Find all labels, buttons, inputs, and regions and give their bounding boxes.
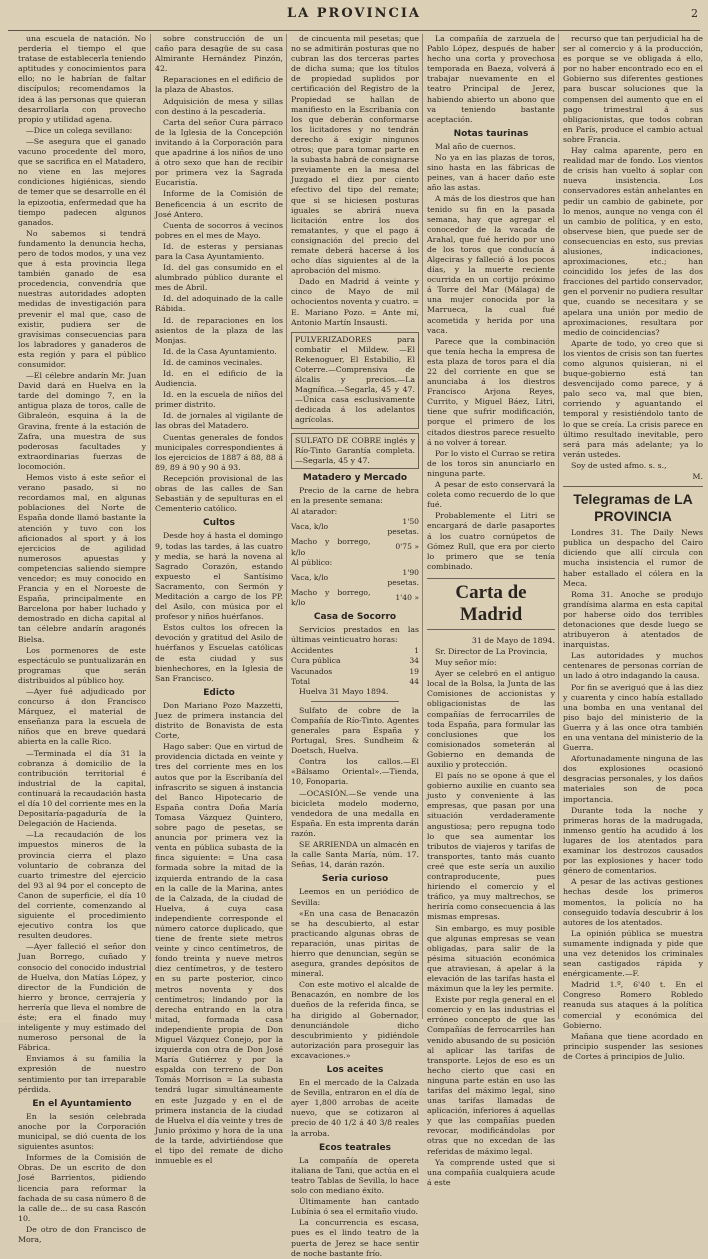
table-cell: Macho y borrego, k/lo: [291, 537, 371, 557]
socorro-intro: Servicios prestados en las últimas veinticuatro horas:: [291, 625, 419, 645]
article-paragraph: Adquisición de mesa y sillas con destino á la pescadería.: [155, 96, 283, 116]
article-paragraph: Con este motivo el alcalde de Benacazón, en nombre de los dueños de la referida finca, se ha dirigido al Gobernador, denunciándole dicho descubrimiento y pidiéndole autorización para proseguir las excavaciones.»: [291, 980, 419, 1060]
article-paragraph: Recepción provisional de las obras de las calles de San Sebastián y de sepulturas en el Cementerio católico.: [155, 473, 283, 514]
table-row: [291, 517, 419, 537]
telegram-paragraph: Mañana que tiene acordado en principio suspender las sesiones de Cortes á principios de Julio.: [563, 1031, 703, 1061]
table-cell: Vaca, k/lo: [291, 522, 329, 532]
article-paragraph: Id. del gas consumido en el alumbrado público durante el mes de Abril.: [155, 263, 283, 293]
article-paragraph: Hemos visto á este señor el verano pasado, si no recordamos mal, en algunas poblaciones del Norte de España donde llamó bastante la atención y tuvo con los aficionados al sport y á los ejercicios de agilidad numerosos apuestas y competencias saliendo siempre vencedor; es muy conocido en Francia y en el Noroeste de España, principalmente en Barcelona por haber luchado y demostrado en dicha capital al tan célebre andarín aragonés Bielsa.: [18, 473, 146, 644]
advertisement-callos: Contra los callos.—El «Bálsamo Oriental».—Tienda, 10, Fonoparia.: [291, 757, 419, 787]
section-heading-matadero: Matadero y Mercado: [302, 472, 408, 483]
table-cell: [370, 558, 419, 568]
column-1: [18, 34, 146, 1244]
table-cell: Al atarador:: [291, 507, 338, 517]
page-number: 2: [691, 7, 698, 20]
advertisement-sulfato: SULFATO DE COBRE inglés y Río-Tinto Garantía completa.—Segarla, 45 y 47.: [291, 433, 419, 469]
article-paragraph: Existe por regla general en el comercio y en las industrias el erróneo concepto de que las Compañías de ferrocarriles han venido abusando de su posición al aplicar las tarifas de transporte. Lejos de eso es un hecho cierto que casi en ninguna parte están en uso las tarifas del máximo legal, sino unas tarifas llamadas de aplicación, inferiores á aquellas y que las compañías pueden revocar, modificándolas por otras que no excedan de las referidas de máximo legal.: [427, 995, 555, 1156]
article-paragraph: Aparte de todo, yo creo que si los vientos de crisis son tan fuertes como algunos quisieran, ni el buque-gobierno está tan desvencijado como parece, y á palo seco va, mal que bien, corriendo y aguantando el temporal y resistiéndolo tanto de lo que se creía. La crisis parece en último resultado inevitable, pero será para más adelante; ya lo verán ustedes.: [563, 338, 703, 459]
telegram-paragraph: Londres 31. The Daily News publica un despacho del Cairo diciendo que allí circula con mucha insistencia el rumor de haber estallado el cólera en la Meca.: [563, 528, 703, 588]
article-paragraph: Informe de la Comisión de Beneficencia á un escrito de José Antero.: [155, 189, 283, 219]
article-paragraph: Desde hoy á hasta el domingo 9, todas las tardes, á las cuatro y media, se hará la novena al Sagrado Corazón, estando expuesto el Santísimo Sacramento, con Sermón y Meditación a cargo de los PP. del Asilo, con música por el profesor y niños huérfanos.: [155, 531, 283, 622]
article-paragraph: Id. de caminos vecinales.: [163, 357, 263, 367]
table-row: [291, 537, 419, 557]
article-paragraph: de cincuenta mil pesetas; que no se admitirán posturas que no cubran las dos terceras partes de dicha suma; que los títulos de propiedad suplidos por certificación del Registro de la Propiedad se hallan de manifiesto en la Escribanía con los que deberán conformarse los licitadores y no tendrán derecho á exigir ningunos otros; que para tomar parte en la subasta habrá de consignarse previamente en la mesa del Juzgado el diez por ciento efectivo del tipo del remate; que si se hiciesen posturas iguales se abrirá nueva licitación entre los dos rematantes, y que el pago á consignación del precio del remate deberá hacerse á los ocho días siguientes al de la aprobación del mismo.: [291, 34, 419, 276]
article-paragraph: —Ayer falleció el señor don Juan Borrego, cuñado y consocio del conocido industrial de Huelva, don Matías López, y director de la Fundición de hierro y bronce, cerrajería y herrería que lleva el nombre de éste; era el finado muy inteligente y muy estimado del numeroso personal de la Fábrica.: [18, 942, 146, 1053]
article-paragraph: Cuenta de socorros á vecinos pobres en el mes de Mayo.: [155, 220, 283, 240]
section-heading-seria-curioso: Seria curioso: [321, 874, 389, 885]
table-cell: [370, 507, 419, 517]
table-cell: 44: [409, 676, 419, 686]
telegram-paragraph: La opinión pública se muestra sumamente indignada y pide que una vez detenidos los criminales sean castigados rápida y enérgicamente.—F.: [563, 928, 703, 979]
market-intro: Precio de la carne de hebra en la presente semana:: [291, 485, 419, 506]
article-paragraph: Ya comprende usted que si una compañía cualquiera acude á este: [427, 1157, 555, 1187]
section-heading-ecos-teatrales: Ecos teatrales: [319, 1142, 391, 1153]
article-paragraph: Don Mariano Pozo Mazzetti, Juez de primera instancia del distrito de Bonavista de esta Corte,: [155, 700, 283, 741]
telegram-paragraph: Por fin se averiguó que á las diez y cuarenta y cinco había estallado una bomba en una ventanal del piso bajo del ministerio de la Guerra y á las once otra también en una ventana del ministerio de la Guerra.: [563, 682, 703, 753]
telegram-paragraph: Durante toda la noche y primeras horas de la madrugada, inmenso gentío ha acudido á los lugares de los atentados para examinar los destrozos causados por las explosiones y hacer todo género de comentarios.: [563, 805, 703, 876]
article-paragraph: Cuentas generales de fondos municipales correspondientes á los ejercicios de 1887 á 88, 88 á 89, 89 á 90 y 90 á 93.: [155, 432, 283, 472]
socorro-date: Huelva 31 Mayo 1894.: [299, 686, 389, 696]
table-cell: 34: [409, 656, 419, 666]
section-heading-aceites: Los aceites: [326, 1065, 384, 1075]
advertisement-bicicleta: —OCASIÓN.—Se vende una bicicleta modelo moderno, vendedora de una medalla en España. En esta imprenta darán razón.: [291, 788, 419, 838]
table-row: [291, 588, 419, 608]
section-heading-notas-taurinas: Notas taurinas: [453, 128, 529, 139]
meat-price-table: [291, 507, 419, 608]
section-heading-ayuntamiento: En el Ayuntamiento: [32, 1098, 132, 1109]
column-4: [422, 34, 555, 1187]
masthead-title: LA PROVINCIA: [287, 6, 421, 21]
article-paragraph: Los pormenores de este espectáculo se puntualizarán en programas que serán distribuidos al público hoy.: [18, 645, 146, 685]
table-cell: 1'50 pesetas.: [387, 517, 419, 537]
article-paragraph: Probablemente el Litri se encargará de darle pasaportes á los cuatro cornúpetos de Gómez Rull, que era por cierto lo primero que se tenía combinado.: [427, 511, 555, 571]
article-paragraph: recurso que tan perjudicial ha de ser al comercio y á la producción, es porque se ve obligada á ello, por no haber encontrado eco en el Gobierno sus diferentes gestiones para buscar soluciones que la compensen del aumento que en el pago trimestral á sus obligacionistas, que todos cobran en París, produce el cambio actual sobre Francia.: [563, 34, 703, 144]
article-paragraph: Parece que la combinación que tenía hecha la empresa de esta plaza de toros para el día 22 del corriente en que se anunciaba á los diestros Francisco Arjona Reyes, Currito, y Miguel Báez, Litri, tiene que sufrir modificación, porque el primero de los citados diestros parece resuelto á no volver á torear.: [427, 336, 555, 447]
table-cell: 1'90 pesetas.: [387, 567, 419, 587]
article-paragraph: —El célebre andarín Mr. Juan David dará en Huelva en la tarde del domingo 7, en la antigua plaza de toros, calle de Gibraleón, esquina á la de Gravina, frente á la estación de Zafra, una muestra de sus poderosas facultades y extraordinarias fuerzas de locomoción.: [18, 371, 146, 471]
article-paragraph: Informes de la Comisión de Obras. De un escrito de don José Barrientos, pidiendo licencia para reformar la fachada de su casa número 8 de la calle de... de su casa Rascón 10.: [18, 1153, 146, 1223]
article-paragraph: Id. de reparaciones en los asientos de la plaza de las Monjas.: [155, 315, 283, 345]
telegram-paragraph: Afortunadamente ninguna de las dos explosiones ocasionó desgracias personales, y los daños materiales son de poca importancia.: [563, 754, 703, 804]
article-paragraph: Enviamos á su familia la expresión de nuestro sentimiento por tan irreparable pérdida.: [18, 1054, 146, 1094]
article-paragraph: A más de los diestros que han tenido su fin en la pasada semana, hay que agregar el conocedor de la vacada de Arahal, que fué herido por uno de los toros que conducía á Algeciras y falleció á los pocos días, y la muerte reciente ocurrida en un cortijo próximo á Torre del Mar (Málaga) de una mujer conocida por la Marrueca, la cual fué acometida y herida por una vaca.: [427, 194, 555, 335]
article-paragraph: Leemos en un periódico de Sevilla:: [291, 887, 419, 907]
table-cell: 1'40 »: [395, 592, 419, 602]
table-cell: Total: [291, 676, 311, 686]
table-cell: 1: [414, 646, 419, 656]
table-cell: Macho y borrego, k/lo: [291, 587, 371, 607]
table-row: [291, 656, 419, 666]
column-2: [150, 34, 283, 1166]
article-paragraph: En la sesión celebrada anoche por la Corporación municipal, se dió cuenta de los siguientes asuntos:: [18, 1111, 146, 1152]
letter-date: 31 de Mayo de 1894.: [471, 635, 555, 645]
section-heading-cultos: Cultos: [203, 518, 235, 529]
table-row: [291, 677, 419, 687]
article-paragraph: sobre construcción de un caño para desagüe de su casa Almirante Hernández Pinzón, 42.: [155, 34, 283, 74]
article-paragraph: Estos cultos los ofrecen la devoción y gratitud del Asilo de huérfanos y Escuelas católicas de esta ciudad y sus bienhechores, en la Iglesia de San Francisco.: [155, 623, 283, 683]
columns: [18, 34, 703, 1258]
telegram-paragraph: Roma 31. Anoche se produjo grandísima alarma en esta capital por haberse oído dos terribles detonaciones que desde luego se atribuyeron á atentados de inarquistas.: [563, 589, 703, 650]
table-row: [291, 646, 419, 656]
article-paragraph: Dado en Madrid á veinte y cinco de Mayo de mil ochocientos noventa y cuatro. = E. Mariano Pozo. = Ante mí, Antonio Martín Insausti.: [291, 277, 419, 327]
article-paragraph: La compañía de zarzuela de Pablo López, después de haber hecho una corta y provechosa temporada en Baeza, volverá á trabajar nuevamente en el teatro Principal de Jerez, habiendo abierto un abono que va teniendo bastante aceptación.: [427, 34, 555, 124]
masthead: [8, 0, 700, 31]
article-paragraph: De otro de don Francisco de Mora,: [18, 1224, 146, 1244]
article-paragraph: La concurrencia es escasa, pues es el lindo teatro de la puerta de Jerez se hace sentir de noche bastante frío.: [291, 1218, 419, 1258]
article-paragraph: Hay calma aparente, pero en realidad mar de fondo. Los vientos de crisis han vuelto á soplar con nueva insistencia. Los conservadores están anhelantes en pedir un cambio de gabinete, por lo menos, aunque no venga con él un cambio de política, y en esto, observese bien, que puede ser de consecuencias en esto, sus previas alusiones, indicaciones, aproximaciones, etc.; han coincidido los jefes de las dos fracciones del partido conservador, gen el porvenir no pudiera resultar que, cuando se necesitara y se apelara una unión por medio de aproximaciones, resultara por medio de coincidencias?: [563, 146, 703, 337]
section-heading-carta-madrid: Carta de Madrid: [427, 578, 555, 630]
letter-signature: M.: [692, 472, 703, 482]
section-heading-edicto: Edicto: [203, 687, 235, 698]
article-paragraph: A pesar de esto conservará la coleta como recuerdo de lo que fué.: [427, 480, 555, 510]
article-paragraph: Id. en la escuela de niños del primer distrito.: [155, 390, 283, 410]
column-3: [286, 34, 419, 1258]
article-paragraph: Mal año de cuernos.: [435, 141, 516, 151]
article-paragraph: Sin embargo, es muy posible que algunas empresas se vean obligadas, para salir de la pésima situación económica que atraviesan, á apelar á la elevación de las tarifas hasta el máximun que la ley les permite.: [427, 923, 555, 994]
article-paragraph: —Se asegura que el ganado vacuno procedente del moro, que se sacrifica en el Matadero, no viene en las mejores condiciones higiénicas, siendo de temer que se desarrolle en él la epizootia, enfermedad que ha tiempo padecen algunos ganados.: [18, 136, 146, 227]
telegram-paragraph: Las autoridades y muchos centenares de personas corrían de un lado á otro indagando la causa.: [563, 651, 703, 681]
article-paragraph: —Terminada el día 31 la cobranza á domicilio de la contribución territorial é industrial de la capital, continuará la recaudación hasta el día 10 del corriente mes en la Depositaría-pagaduría de la Delegación de Hacienda.: [18, 748, 146, 829]
socorro-table: [291, 646, 419, 686]
article-paragraph: Id. de esteras y persianas para la Casa Ayuntamiento.: [155, 241, 283, 261]
article-paragraph: Id. de jornales al vigilante de las obras del Matadero.: [155, 411, 283, 431]
article-paragraph: una escuela de natación. No perderia el tiempo el que tratase de establecerla teniendo aptitudes y conocimientos para ello; no le habrían de faltar discípulos; recomendamos la idea á las personas que quieran desarrollarla con provecho propio y utilidad agena.: [18, 34, 146, 124]
article-paragraph: Id. de la Casa Ayuntamiento.: [163, 346, 277, 356]
article-paragraph: Id. del adoquinado de la calle Rábida.: [155, 294, 283, 314]
article-paragraph: No sabemos si tendrá fundamento la denuncia hecha, pero de todos modos, y una vez que á esta provincia llega también ganado de esa procedencia, convendría que nuestras autoridades adopten medidas de investigación para prevenir el mal que, caso de existir, pudiera ser de gravísimas consecuencias para los labradores y ganaderos de esta región y para el público consumidor.: [18, 228, 146, 369]
divider: [311, 701, 399, 702]
letter-salutation: Sr. Director de La Provincia,: [435, 646, 548, 656]
telegram-paragraph: A pesar de las activas gestiones hechas desde los primeros momentos, la policía no ha conseguido todavía descubrir á los autores de los atentados.: [563, 877, 703, 927]
table-row: [291, 558, 419, 568]
article-paragraph: Ayer se celebró en el antiguo local de la Bolsa, la Junta de las Comisiones de accionistas y obligacionistas de las compañías de ferrocarriles de toda España, para formular las conclusiones que los comisionados someterán al Gobierno en demanda de auxilio y protección.: [427, 669, 555, 769]
article-paragraph: Últimamente han cantado Lubínia ó sea el ermitaño viudo.: [291, 1197, 419, 1217]
column-5: [558, 34, 703, 1061]
article-paragraph: En el mercado de la Calzada de Sevilla, entraron en el día de ayer 1,800 arrobas de aceite nuevo, que se cotizaron al precio de 40 1/2 á 40 3/8 reales la arroba.: [291, 1078, 419, 1138]
article-paragraph: Soy de usted afmo. s. s.,: [571, 460, 667, 470]
section-heading-casa-socorro: Casa de Socorro: [313, 612, 397, 623]
section-heading-telegramas: Telegramas de LA PROVINCIA: [563, 486, 703, 525]
article-paragraph: Hago saber: Que en virtud de providencia dictada en veinte y tres del corriente mes en los autos que por la Escribanía del infrascrito se siguen á instancia del Banco Hipotecario de España contra Doña María Tomasa Vázquez Quintero, sobre pago de pesetas, se anuncia por primera vez la venta en pública subasta de la finca siguiente: = Una casa formada sobre la mitad de la izquierda entrando de la casa en la calle de la Marina, antes de la Calzada, de la ciudad de Huelva, á cuya casa independiente corresponde el número catorce duplicado, que tiene de frente siete metros veinte y cinco centímetros, de fondo treinta y nueve metros diez centímetros, y de testero en su parte posterior, cinco metros noventa y dos centímetros; lindando por la derecha entrando en la otra mitad, formada casa independiente propia de Don Miguel Vázquez Conejo, por la izquierda con otra de Don José María Gutiérrez y por la espalda con terreno de Don Tomás Morrison = La subasta tendrá lugar simultáneamente en este Juzgado y en el de primera instancia de la ciudad de Huelva el día veinte y tres de Junio próximo y hora de la una de la tarde, advirtiéndose que el tipo del remate de dicho inmueble es el: [155, 742, 283, 1166]
article-paragraph: Por lo visto el Currao se retira de los toros sin anunciarlo en ninguna parte.: [427, 448, 555, 478]
table-cell: Vacunados: [291, 666, 333, 676]
table-cell: Al público:: [291, 557, 333, 567]
article-paragraph: —Dice un colega sevillano:: [26, 125, 133, 135]
advertisement-almacen: SE ARRIENDA un almacén en la calle Santa María, núm. 17. Señas, 14, darán razón.: [291, 840, 419, 870]
advertisement-rio-tinto: Sulfato de cobre de la Compañía de Río-Tinto. Agentes generales para España y Portugal, Sres. Sundheim & Doetsch, Huelva.: [291, 705, 419, 756]
table-cell: Accidentes: [291, 646, 334, 656]
table-row: [291, 507, 419, 517]
table-cell: 19: [409, 666, 419, 676]
article-paragraph: La compañía de opereta italiana de Tani, que actúa en el teatro Tablas de Sevilla, lo hace solo con mediano éxito.: [291, 1155, 419, 1196]
article-paragraph: —Ayer fué adjudicado por concurso á don Francisco Márquez, el material de enseñanza para la escuela de niños que en breve quedará abierta en la calle Rico.: [18, 687, 146, 747]
table-cell: Vaca, k/lo: [291, 572, 329, 582]
table-cell: Cura pública: [291, 656, 341, 666]
article-paragraph: El país no se opone á que el gobierno auxilie en cuanto sea justo y conveniente á las empresas, que pasan por una situación verdaderamente angustiosa; pero repugna todo lo que sea aumentar los tributos de viajeros y tarifas de transportes, tanto más cuanto creé que este sería un auxilio contraproducente, pues hiriendo el comercio y el tráfico, ya muy maltrechos, se heriría como consecuencia á las mismas empresas.: [427, 771, 555, 922]
article-paragraph: Reparaciones en el edificio de la plaza de Abastos.: [155, 75, 283, 95]
table-row: [291, 667, 419, 677]
table-row: [291, 568, 419, 588]
article-paragraph: —La recaudación de los impuestos mineros de la provincia cierra el plazo voluntario de cobranza del cuarto trimestre del ejercicio del 93 al 94 por el concepto de Canon de superficie, el día 10 del corriente, comenzando al siguiente el procedimiento ejecutivo contra los que resulten deudores.: [18, 830, 146, 941]
article-paragraph: «En una casa de Benacazón se ha descubierto, al estar practicando algunas obras de reparación, unas piritas de hierro que denuncian, según se asegura, grandes depósitos de mineral.: [291, 908, 419, 979]
table-cell: 0'75 »: [395, 542, 419, 552]
letter-salutation: Muy señor mío:: [435, 658, 497, 668]
article-paragraph: No ya en las plazas de toros, sino hasta en las fábricas de peines, van á hacer daño este año las astas.: [427, 153, 555, 193]
telegram-paragraph: Madrid 1.º, 6'40 t. En el Congreso Romero Robledo reanuda sus ataques á la política comercial y económica del Gobierno.: [563, 980, 703, 1030]
article-paragraph: Carta del señor Cura párraco de la Iglesia de la Concepción invitando á la Corporación para que apadrine á los niños de uno á otro sexo que han de recibir por primera vez la Sagrada Eucaristía.: [155, 117, 283, 188]
article-paragraph: Id. en el edificio de la Audiencia.: [155, 369, 283, 389]
advertisement-pulverizadores: PULVERIZADORES para combatir el Mildew. —El Rekenoguer, El Estabilio, El Coterre.—Comprensiva de álcalis y precios.—La Magnífica.—Segarla, 45 y 47.—Única casa esclusivamente dedicada á los adelantos agrícolas.: [291, 332, 419, 429]
